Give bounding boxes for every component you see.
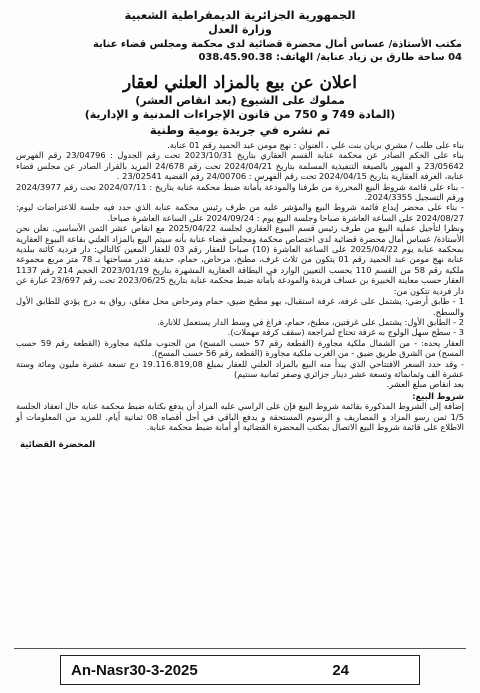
- page-number: 24: [332, 661, 349, 679]
- body-paragraph: بناء على الحكم الصادر عن محكمة عنابة القسم العقاري بتاريخ 2023/10/31 تحت رقم الجدول : 23/04796 رقم الفهرس 23/05642 و المهور بالصيغة التنفيذية المسلمة بتاريخ 2024/04/21 تحت رقم 24/678 المزيد بالقرار الصادر عن مجلس قضاء عنابة، الغرفة العقارية بتاريخ 2024/04/15 تحت رقم الفهرس : 24/00706 رقم القضية 23/02541 .: [16, 150, 465, 182]
- republic-heading: الجمهورية الجزائرية الديمقراطية الشعبية: [124, 8, 356, 22]
- body-paragraph: بناء على طلب / مشري بريان بنت علي ، العنوان : نهج مومن عبد الحميد رقم 01 عنابة.: [167, 140, 464, 150]
- body-paragraph: 3 - سطح سهل الولوج به غرفة تحتاج لمراجعة (سقف كرفة مهملات).: [227, 327, 464, 338]
- conditions-text: إضافة إلى الشروط المذكورة بقائمة شروط البيع فإن على الراسي عليه المزاد أن يدفع بكتابة ضبط محكمة عنابة حال انعقاد الجلسة 1/5 ثمن رسو المزاد و المصاريف و الرسوم المستحقة و يدفع الباقي في أجل أقصاه 08 ثمانية أيام. للمزيد من المعلومات أو الاطلاع على قائمة شروط البيع الاتصال بمكتب المحضرة القضائية أو أمانة ضبط محكمة عنابة.: [16, 401, 464, 432]
- ministry-heading: وزارة العدل: [208, 23, 272, 36]
- notice-subtitle-2: (المادة 749 و 750 من قانون الإجراءات المدنية و الإدارية): [84, 107, 396, 121]
- header: [14, 8, 466, 37]
- office-block: [14, 39, 466, 64]
- body-paragraph: - بناء على محضر إيداع قائمة شروط البيع والمؤشر عليه من طرف رئيس محكمة عنابة الذي حدد فيه جلسة للاعتراضات ليوم: 2024/08/27 على الساعة العاشرة صباحا وجلسة البيع يوم : 2024/09/24 على الساعة العاشرة صباحا.: [16, 202, 464, 223]
- body-paragraph: 1 - طابق أرضي: يشتمل على غرفة، غرفة استقبال، بهو مطبخ ضيق، حمام ومرحاض محل مغلق، رواق به درج يؤدي للطابق الأول والسطح.: [16, 296, 464, 317]
- publication-note: تم نشره في جريدة يومية وطنية: [149, 123, 331, 137]
- notice-title: اعلان عن بيع بالمزاد العلني لعقار: [122, 73, 358, 93]
- body-paragraph: - بناء على قائمة شروط البيع المحررة من طرفنا والمودعة بأمانة ضبط محكمة عنابة بتاريخ : 2024/07/11 تحت رقم 2024/3977 ورقم التسجيل 2024/3355.: [16, 181, 464, 203]
- body-paragraph: ونظرا لتأجيل عملية البيع من طرف رئيس قسم البيوع العقاري لجلسة 2025/04/22 مع انقاص عشر الثمن الأساسي. نعلن نحن الأستاذة/ عساس أمال محضرة قضائية لدى اختصاص محكمة ومجلس قضاء عنابة بأنه سيتم البيع بالمزاد العلني بقاعة البيوع العقارية بمحكمة عنابة يوم 2025/04/22 على الساعة العاشرة (10) صباحا للعقار رقم 03 للعقار المعين كالتالي: دار فردية كائنة ببلدية عنابة نهج مومن عبد الحميد رقم 01 يتكون من ثلاث غرف، مطبخ، مرحاض، حمام، حديقة تقدر مساحتها بـ 78 متر مربع مجموعة ملكية رقم 58 من القسم 110 بحسب التعيين الوارد في البطاقة العقارية المشهرة بتاريخ 2023/01/19 الحجم 214 رقم 1137 العقار حسب معاينة الخبيرة بن عساف فريدة والمودعة بأمانة ضبط محكمة عنابة بتاريخ 2023/06/25 تحت رقم 23/697 عبارة عن دار فردية تتكون من:: [16, 223, 465, 296]
- notice-body: [14, 140, 466, 432]
- page-footer: [60, 655, 420, 685]
- body-paragraph: العقار يحده: - من الشمال ملكية مجاورة (القطعة رقم 57 حسب المسح) من الجنوب ملكية مجاورة (القطعة رقم 59 حسب المسح) من الشرق طريق ضيق - من الغرب ملكية مجاورة (القطعة رقم 56 حسب المسح).: [16, 337, 464, 359]
- body-paragraph: 2 - الطابق الأول: يشتمل على غرفتين، مطبخ، حمام، فراغ في وسط الدار يستعمل للانارة.: [157, 316, 464, 327]
- body-paragraph: بعد انقاص مبلغ العشر.: [386, 379, 464, 390]
- divider: [14, 648, 466, 649]
- notice-subtitle-1: مملوك على الشيوع (بعد انقاص العشر): [135, 94, 345, 107]
- conditions-label: شروط البيع:: [412, 390, 464, 401]
- office-address: 04 ساحة طارق بن زياد عنابة/ الهاتف: 038.45.90.38: [198, 51, 462, 63]
- signature: المحضرة القضائية: [20, 440, 96, 451]
- office-name: مكتب الأستاذة/ عساس أمال محضرة قضائية لدى محكمة ومجلس قضاء عنابة: [92, 39, 462, 50]
- newspaper-date: An-Nasr30-3-2025: [71, 661, 198, 679]
- body-paragraph: - وقد حدد السعر الافتتاحي الذي يبدأ منه البيع بالمزاد العلني للعقار بمبلغ 19.116.819,08 دج تسعة عشرة مليون ومائة وستة عشرة الف وثمانمائة وتسعة عشر دينار جزائري وصفر ثمانية سنتيم): [16, 358, 464, 379]
